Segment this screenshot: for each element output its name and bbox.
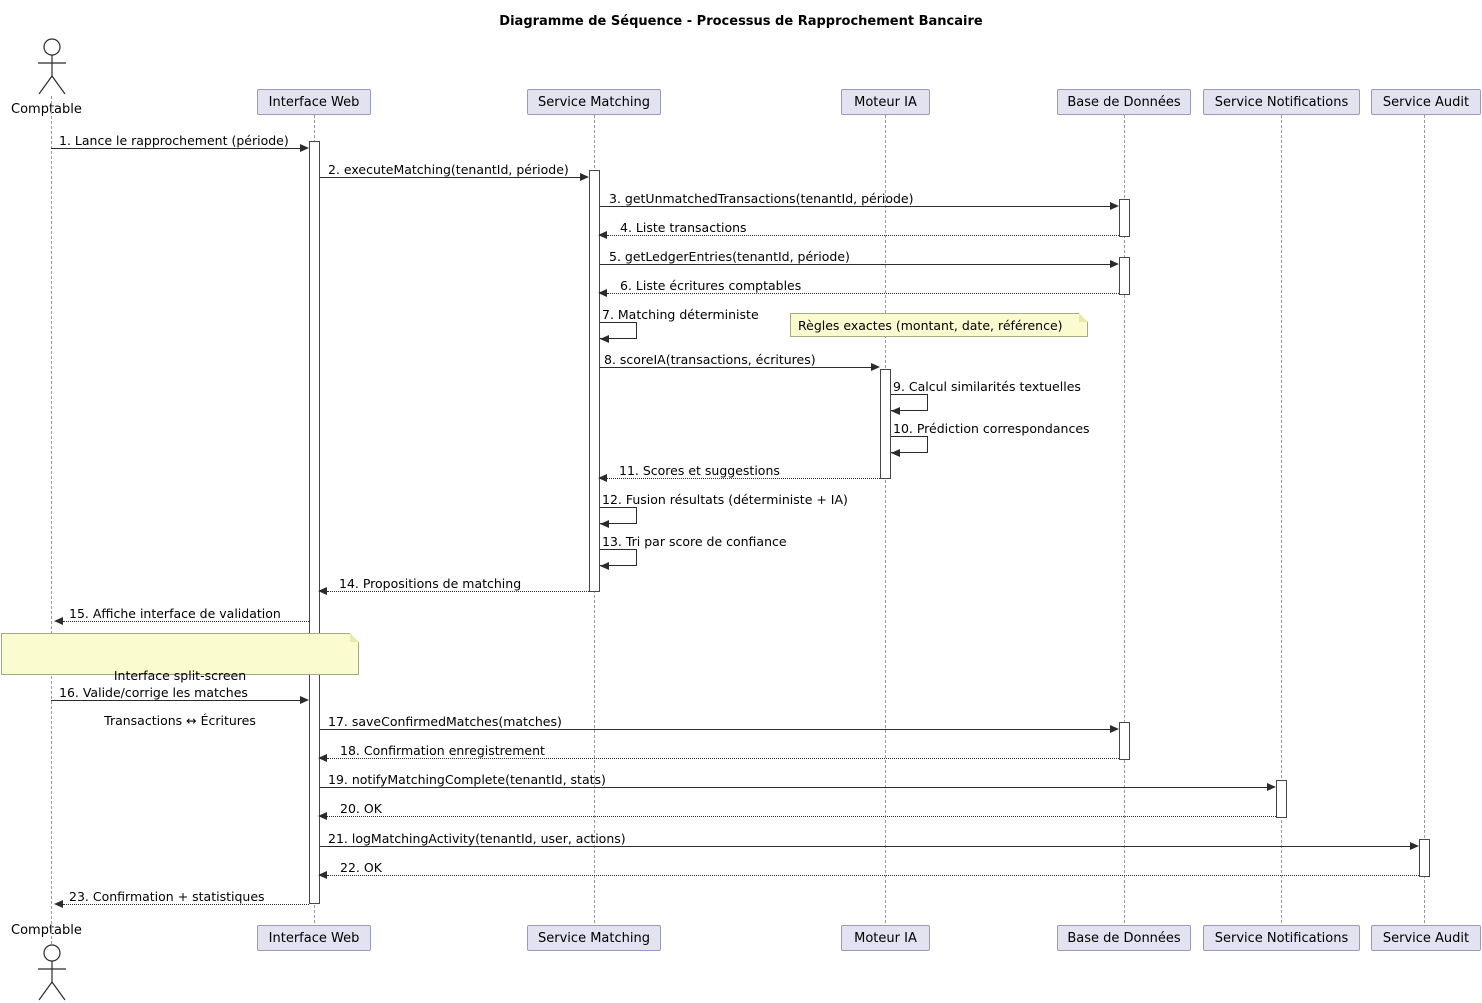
participant-label: Base de Données [1067,930,1181,946]
message-line-16 [51,700,301,701]
note-split-screen-fold [350,633,359,642]
message-label-3: 3. getUnmatchedTransactions(tenantId, période) [609,191,914,206]
message-label-17: 17. saveConfirmedMatches(matches) [328,714,562,729]
message-label-9: 9. Calcul similarités textuelles [893,379,1081,394]
message-arrow-17 [1110,725,1119,733]
note-rules-fold [1079,313,1088,322]
message-line-19 [320,787,1268,788]
message-label-1: 1. Lance le rapprochement (période) [59,133,289,148]
participant-service-matching-top[interactable] [527,89,661,115]
participant-moteur-ia-bottom[interactable] [841,925,930,951]
message-label-11: 11. Scores et suggestions [619,463,780,478]
actor-stick-figure-top [32,38,72,96]
activation-db-3 [1119,722,1130,760]
participant-base-de-donnees-bottom[interactable] [1057,925,1191,951]
message-arrow-22 [318,871,327,879]
participant-service-notifications-top[interactable] [1203,89,1360,115]
participant-label: Service Audit [1382,930,1470,946]
message-arrow-23 [54,900,63,908]
message-arrow-7 [600,335,609,343]
message-arrow-11 [598,474,607,482]
activation-interface-web [309,141,320,904]
participant-label: Interface Web [268,94,360,110]
lifeline-comptable [51,96,52,944]
message-arrow-6 [598,289,607,297]
message-line-15 [63,621,309,622]
participant-label: Moteur IA [854,930,917,946]
actor-label-comptable-bottom: Comptable [11,923,82,938]
participant-service-audit-bottom[interactable] [1371,925,1481,951]
activation-notifications [1276,780,1287,818]
message-line-18 [327,758,1119,759]
message-label-10: 10. Prédiction correspondances [893,421,1090,436]
message-arrow-20 [318,812,327,820]
message-line-14 [327,591,589,592]
participant-service-matching-bottom[interactable] [527,925,661,951]
message-arrow-1 [300,144,309,152]
message-arrow-3 [1110,202,1119,210]
message-label-23: 23. Confirmation + statistiques [69,889,265,904]
message-arrow-14 [318,587,327,595]
message-line-21 [320,846,1411,847]
message-line-5 [600,264,1111,265]
participant-moteur-ia-top[interactable] [841,89,930,115]
message-label-4: 4. Liste transactions [620,220,747,235]
activation-db-1 [1119,199,1130,237]
participant-service-audit-top[interactable] [1371,89,1481,115]
message-line-11 [607,478,880,479]
participant-interface-web-top[interactable] [257,89,371,115]
participant-service-notifications-bottom[interactable] [1203,925,1360,951]
message-arrow-18 [318,754,327,762]
message-line-4 [607,235,1119,236]
message-arrow-15 [54,617,63,625]
diagram-title: Diagramme de Séquence - Processus de Rapprochement Bancaire [499,14,983,29]
lifeline-service-audit [1424,115,1425,923]
message-arrow-4 [598,231,607,239]
note-rules: Règles exactes (montant, date, référence) [790,313,1088,337]
message-label-19: 19. notifyMatchingComplete(tenantId, stats) [328,772,606,787]
message-line-17 [320,729,1111,730]
message-arrow-8 [871,363,880,371]
message-label-5: 5. getLedgerEntries(tenantId, période) [609,249,850,264]
participant-label: Interface Web [268,930,360,946]
actor-label-comptable-top: Comptable [11,102,82,117]
message-line-6 [607,293,1119,294]
activation-moteur-ia [880,369,891,479]
message-arrow-12 [600,520,609,528]
lifeline-moteur-ia [885,115,886,923]
message-arrow-2 [580,173,589,181]
message-line-1 [51,148,301,149]
message-label-22: 22. OK [340,860,382,875]
message-line-2 [320,177,581,178]
note-split-screen-line2: Transactions ↔ Écritures [104,713,256,728]
participant-label: Service Audit [1382,94,1470,110]
message-arrow-21 [1410,842,1419,850]
actor-stick-figure-bottom [32,944,72,1002]
message-label-14: 14. Propositions de matching [339,576,522,591]
participant-label: Base de Données [1067,94,1181,110]
message-arrow-5 [1110,260,1119,268]
message-arrow-16 [300,696,309,704]
message-line-3 [600,206,1111,207]
message-label-20: 20. OK [340,801,382,816]
participant-label: Service Notifications [1214,94,1349,110]
message-line-22 [327,875,1419,876]
message-label-12: 12. Fusion résultats (déterministe + IA) [602,492,848,507]
message-label-6: 6. Liste écritures comptables [620,278,802,293]
participant-label: Service Matching [538,94,650,110]
participant-interface-web-bottom[interactable] [257,925,371,951]
message-label-7: 7. Matching déterministe [602,307,759,322]
participant-label: Service Matching [538,930,650,946]
message-line-20 [327,816,1276,817]
message-label-16: 16. Valide/corrige les matches [59,685,248,700]
participant-base-de-donnees-top[interactable] [1057,89,1191,115]
activation-audit [1419,839,1430,877]
participant-label: Moteur IA [854,94,917,110]
message-label-8: 8. scoreIA(transactions, écritures) [604,352,816,367]
message-arrow-9 [891,407,900,415]
message-label-15: 15. Affiche interface de validation [69,606,281,621]
participant-label: Service Notifications [1214,930,1349,946]
note-split-screen-line1: Interface split-screen [113,668,247,683]
message-label-2: 2. executeMatching(tenantId, période) [328,162,569,177]
message-label-21: 21. logMatchingActivity(tenantId, user, actions) [328,831,626,846]
message-arrow-10 [891,449,900,457]
activation-db-2 [1119,257,1130,295]
message-label-13: 13. Tri par score de confiance [602,534,787,549]
message-line-8 [600,367,872,368]
message-line-23 [63,904,309,905]
message-arrow-19 [1267,783,1276,791]
message-label-18: 18. Confirmation enregistrement [340,743,545,758]
message-arrow-13 [600,562,609,570]
